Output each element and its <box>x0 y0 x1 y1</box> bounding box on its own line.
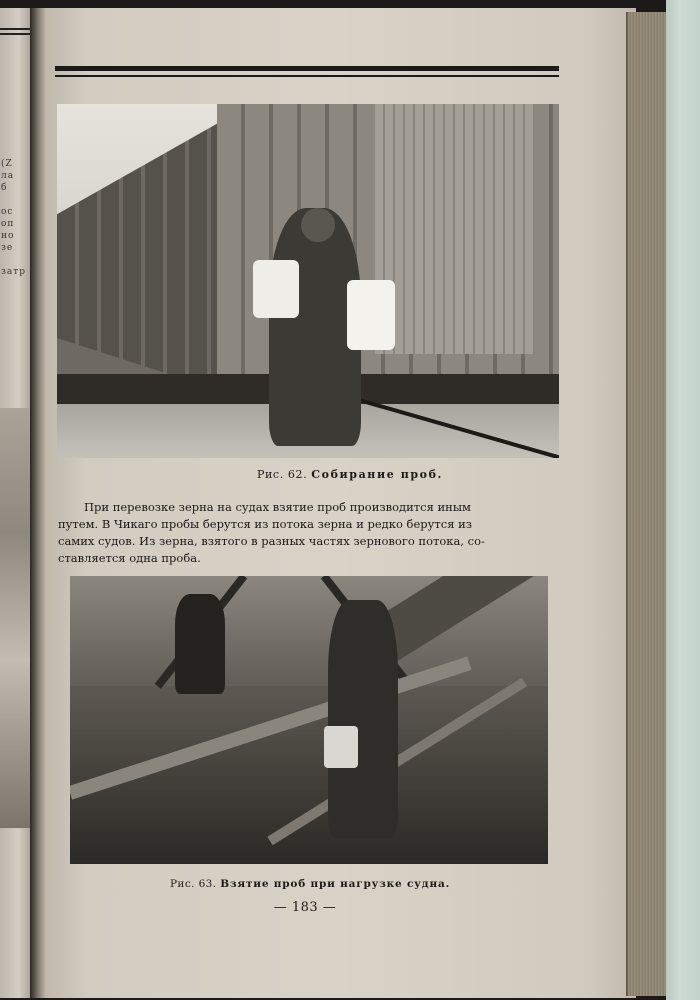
photo-sample-bag <box>347 280 395 350</box>
previous-page-rule <box>0 33 30 35</box>
paragraph-line: ставляется одна проба. <box>58 551 201 565</box>
figure-63-caption <box>0 878 620 890</box>
figure-63-title: Взятие проб при нагрузке судна. <box>220 878 451 890</box>
paragraph-line: путем. В Чикаго пробы берутся из потока зерна и редко берутся из <box>58 517 473 531</box>
photo-ship-loading-samples <box>70 576 548 864</box>
book-cover-edge <box>666 0 700 1000</box>
previous-page-rule <box>0 28 30 30</box>
photo-sample-can <box>324 726 358 768</box>
paragraph-line: При перевозке зерна на судах взятие проб производится иным <box>84 500 471 514</box>
page-stack-edge <box>628 12 666 996</box>
photo-sample-bag <box>253 260 299 318</box>
header-rule-thin <box>55 75 559 77</box>
body-paragraph <box>58 499 560 567</box>
figure-62-caption <box>0 468 700 481</box>
figure-63-number: Рис. 63. <box>169 878 217 890</box>
photo-worker-head <box>301 208 335 242</box>
paragraph-line: самих судов. Из зерна, взятого в разных частях зернового потока, со- <box>58 534 485 548</box>
previous-page-edge <box>0 8 34 998</box>
previous-page-text-fragment: (Z ла б ос оп но зе затр <box>1 159 27 277</box>
header-rule-thick <box>55 66 559 71</box>
figure-62-number: Рис. 62. <box>257 468 308 481</box>
photo-boxcar-door <box>375 104 535 354</box>
page-number: — 183 — <box>273 900 337 915</box>
photo-worker <box>328 600 398 838</box>
figure-62-title: Собирание проб. <box>311 468 443 481</box>
photo-man-background <box>175 594 225 694</box>
photo-collecting-samples <box>57 104 559 458</box>
book-gutter-shadow <box>30 8 46 998</box>
